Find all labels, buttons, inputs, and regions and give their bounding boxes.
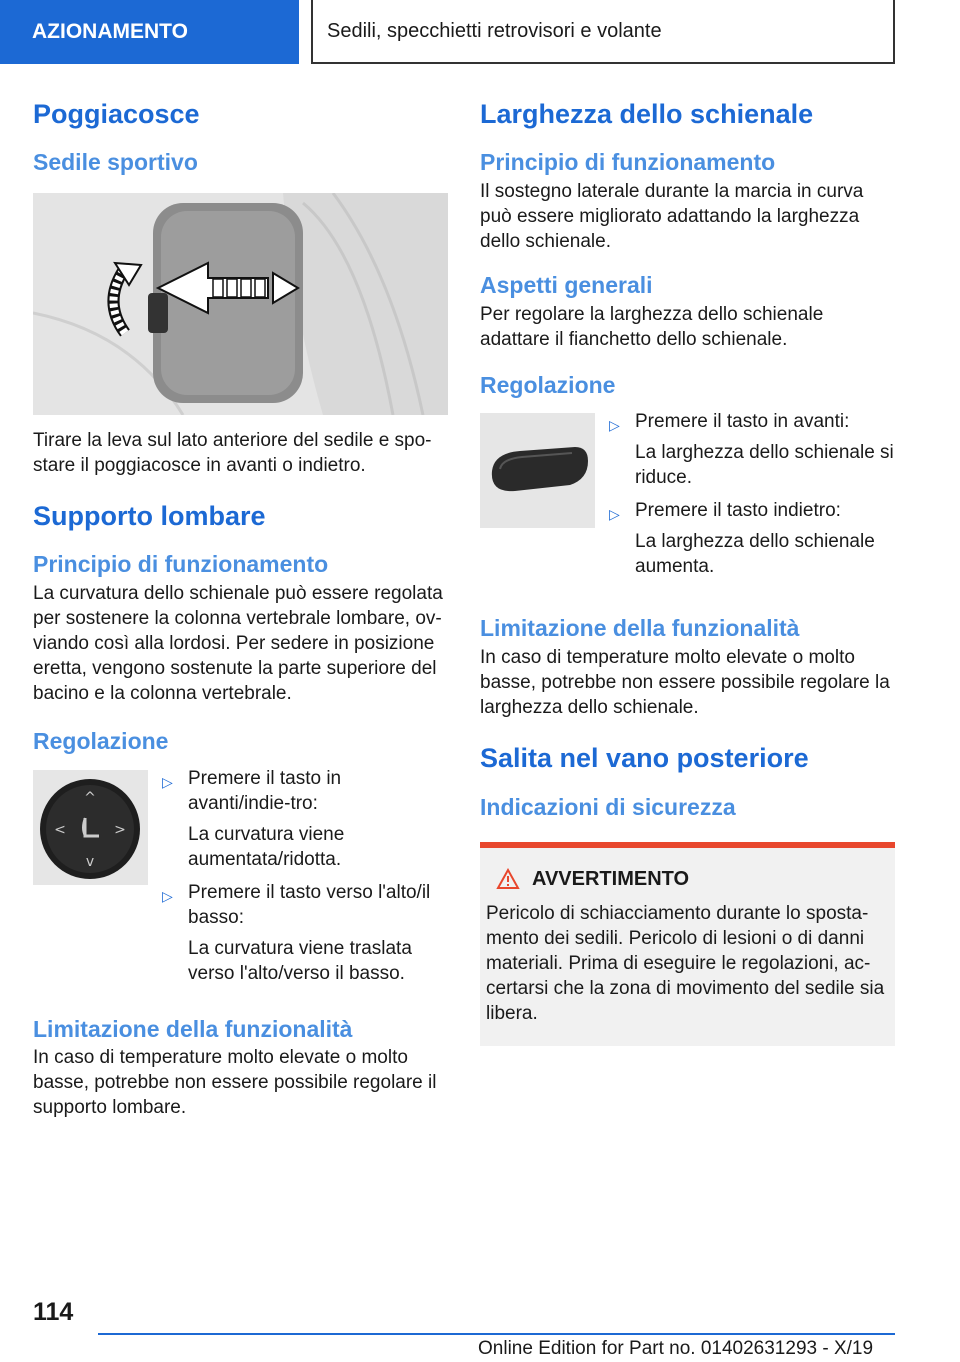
triangle-bullet-icon: ▷ [609, 417, 620, 434]
lumbar-bullet-forward [160, 766, 448, 872]
principio-paragraph: La curvatura dello schienale può essere regolata per sostenere la colonna vertebrale lombare, ov-viando così alla lordosi. Per sedere in posizione eretta, vengono sostenute la parte superiore del bacino e la colonna vertebrale. [33, 582, 443, 704]
header-section-tab: AZIONAMENTO [0, 0, 299, 64]
width-button-image [480, 413, 595, 528]
heading-limitazione-funzionalita: Limitazione della funzionalità [33, 1015, 353, 1042]
heading-indicazioni-sicurezza: Indicazioni di sicurezza [480, 794, 736, 821]
header-chapter-title: Sedili, specchietti retrovisori e volante [311, 0, 895, 64]
seat-illustration [33, 193, 448, 415]
warning-triangle-icon [496, 868, 520, 890]
lumbar-switch-illustration [33, 770, 148, 885]
bullet-main-text: Premere il tasto in avanti: [635, 411, 850, 433]
seat-thigh-support-image [33, 193, 448, 415]
bullet-sub-text: La curvatura viene traslata verso l'alto/verso il basso. [188, 937, 412, 984]
lumbar-bullet-updown [160, 880, 448, 986]
lumbar-bullets [160, 766, 448, 986]
svg-text:v: v [85, 853, 95, 870]
heading-poggiacosce: Poggiacosce [33, 99, 200, 129]
width-button-illustration [480, 413, 595, 528]
bullet-sub-text: La larghezza dello schienale si riduce. [635, 442, 894, 489]
bullet-main-text: Premere il tasto indietro: [635, 500, 841, 522]
triangle-bullet-icon: ▷ [162, 887, 173, 904]
bullet-sub-text: La curvatura viene aumentata/ridotta. [188, 823, 345, 870]
width-bullets [607, 409, 895, 579]
right-column [480, 98, 895, 1046]
triangle-bullet-icon: ▷ [609, 506, 620, 523]
heading-supporto-lombare: Supporto lombare [33, 500, 266, 531]
poggiacosce-paragraph: Tirare la leva sul lato anteriore del sedile e spo-stare il poggiacosce in avanti o indietro. [33, 429, 432, 476]
triangle-bullet-icon: ▷ [162, 773, 173, 790]
heading-larghezza-schienale: Larghezza dello schienale [480, 99, 814, 129]
bullet-main-text: Premere il tasto in avanti/indie-tro: [188, 767, 342, 814]
width-bullet-back [607, 498, 895, 579]
page-number: 114 [33, 1298, 74, 1326]
svg-text:^: ^ [84, 789, 96, 806]
heading-principio-funzionamento-right: Principio di funzionamento [480, 149, 776, 176]
bullet-sub-text: La larghezza dello schienale aumenta. [635, 531, 875, 578]
width-bullet-forward [607, 409, 895, 490]
left-column [33, 98, 448, 1120]
heading-regolazione-right: Regolazione [480, 371, 616, 398]
heading-sedile-sportivo: Sedile sportivo [33, 149, 198, 176]
warning-paragraph: Pericolo di schiacciamento durante lo sposta-mento dei sedili. Pericolo di lesioni o di danni materiali. Prima di eseguire le regolazioni, ac-certarsi che la zona di movimento del sedile sia libera. [486, 902, 885, 1024]
lumbar-adjust-row [33, 767, 448, 986]
principio-right-paragraph: Il sostegno laterale durante la marcia in curva può essere migliorato adattando la larghezza dello schienale. [480, 180, 864, 252]
width-adjust-row [480, 413, 895, 579]
warning-title: AVVERTIMENTO [532, 867, 690, 890]
heading-limitazione-right: Limitazione della funzionalità [480, 615, 800, 642]
limitazione-right-paragraph: In caso di temperature molto elevate o molto basse, potrebbe non essere possibile regolare la larghezza dello schienale. [480, 646, 890, 718]
warning-box [480, 842, 895, 1046]
heading-aspetti-generali: Aspetti generali [480, 271, 653, 298]
svg-text:>: > [114, 821, 126, 838]
warning-title-row [486, 868, 887, 891]
bullet-main-text: Premere il tasto verso l'alto/il basso: [188, 881, 431, 928]
limitazione-paragraph: In caso di temperature molto elevate o molto basse, potrebbe non essere possibile regolare il supporto lombare. [33, 1047, 437, 1119]
svg-text:<: < [54, 821, 66, 838]
lumbar-switch-image [33, 770, 148, 885]
heading-principio-funzionamento: Principio di funzionamento [33, 551, 329, 578]
heading-regolazione: Regolazione [33, 727, 169, 754]
footer-edition: Online Edition for Part no. 01402631293 - X/19 [478, 1338, 874, 1359]
aspetti-paragraph: Per regolare la larghezza dello schienale adattare il fianchetto dello schienale. [480, 303, 824, 350]
footer-divider [98, 1333, 895, 1335]
heading-salita-vano-posteriore: Salita nel vano posteriore [480, 742, 809, 773]
